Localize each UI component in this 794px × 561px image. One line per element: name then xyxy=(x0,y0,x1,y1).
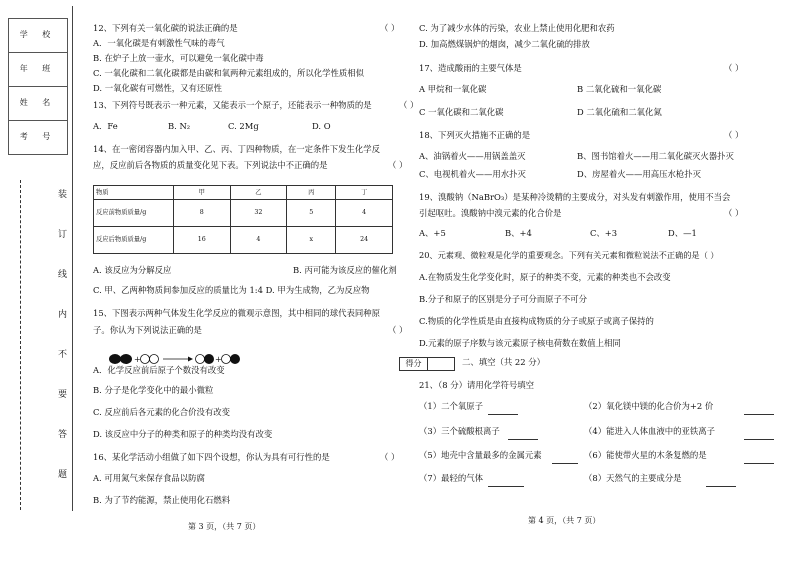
product-molecule xyxy=(222,354,241,364)
q12-option-a: A．一氧化碳是有刺激性气味的毒气 xyxy=(93,38,225,48)
q17-answer-paren[interactable]: （ ） xyxy=(724,63,744,73)
seal-char: 装 xyxy=(58,190,68,200)
q21-blank-1[interactable] xyxy=(488,414,518,415)
q12-option-b: B. 在炉子上放一壶水，可以避免一氧化碳中毒 xyxy=(93,53,264,63)
q21-item-4: （4）能进入人体血液中的亚铁离子 xyxy=(584,426,715,436)
table-row xyxy=(94,227,393,254)
q20-option-c: C.物质的化学性质是由直接构成物质的分子或原子或离子保持的 xyxy=(419,316,654,326)
molecule-white-pair xyxy=(141,355,159,364)
table-cell: 4 xyxy=(336,200,393,227)
table-header-cell: 甲 xyxy=(174,186,231,200)
exam-number-label: 考 号 xyxy=(19,132,57,141)
q15-option-c: C. 反应前后各元素的化合价没有改变 xyxy=(93,407,231,417)
q13-option-b: B. N₂ xyxy=(168,121,191,131)
q18-option-a: A、油锅着火——用锅盖盖灭 xyxy=(419,151,526,161)
q13-stem: 13、下列符号既表示一种元素，又能表示一个原子，还能表示一种物质的是 xyxy=(93,100,372,110)
q12-option-c: C. 一氧化碳和二氧化碳都是由碳和氧两种元素组成的，所以化学性质相似 xyxy=(93,68,365,78)
table-header-row xyxy=(94,186,393,200)
page-number-left: 第 3 页，（共 7 页） xyxy=(188,522,261,531)
q18-option-b: B、图书馆着火——用二氧化碳灭火器扑灭 xyxy=(577,151,734,161)
table-cell: 24 xyxy=(336,227,393,254)
score-label: 得分 xyxy=(400,358,428,370)
class-field[interactable] xyxy=(9,53,67,87)
q17-option-a: A 甲烷和一氧化碳 xyxy=(419,84,487,94)
table-header-cell: 物质 xyxy=(94,186,174,200)
table-cell: 8 xyxy=(174,200,231,227)
seal-char: 内 xyxy=(58,310,68,320)
q13-option-d: D. O xyxy=(312,121,331,131)
seal-char: 题 xyxy=(58,470,68,480)
table-header-cell: 乙 xyxy=(230,186,287,200)
molecule-black-pair xyxy=(109,354,132,364)
q21-stem: 21、（8 分）请用化学符号填空 xyxy=(419,380,534,390)
q15-option-b: B. 分子是化学变化中的最小微粒 xyxy=(93,385,214,395)
q16-option-d: D. 加高燃煤锅炉的烟囱，减少二氧化硫的排放 xyxy=(419,39,590,49)
table-row xyxy=(94,200,393,227)
q21-item-2: （2）氧化镁中镁的化合价为+2 价 xyxy=(584,401,714,411)
q19-option-c: C、+3 xyxy=(590,228,618,238)
q18-option-d: D、房屋着火——用高压水枪扑灭 xyxy=(577,169,701,179)
q14-stem-line2: 应，反应前后各物质的质量变化见下表。下列说法中不正确的是 xyxy=(93,160,328,170)
q14-answer-paren[interactable]: （ ） xyxy=(388,160,408,170)
seal-dashed-line xyxy=(20,180,21,510)
q15-option-a: A．化学反应前后原子个数没有改变 xyxy=(93,365,225,375)
q21-item-1: （1）二个氧原子 xyxy=(419,401,483,411)
q17-option-d: D 二氧化硫和二氧化氮 xyxy=(577,107,662,117)
q21-blank-3[interactable] xyxy=(508,439,538,440)
q21-blank-6[interactable] xyxy=(744,463,774,464)
table-cell: 16 xyxy=(174,227,231,254)
seal-char: 线 xyxy=(58,270,68,280)
table-cell: 反应后物质质量/g xyxy=(94,227,174,254)
q12-stem: 12、下列有关一氧化碳的说法正确的是 xyxy=(93,23,238,33)
q19-option-a: A、+5 xyxy=(419,228,446,238)
q14-option-c: C. 甲、乙两种物质间参加反应的质量比为 1:4 D. 甲为生成物，乙为反应物 xyxy=(93,285,370,295)
seal-char: 订 xyxy=(58,230,68,240)
seal-char: 答 xyxy=(58,430,68,440)
table-cell: 反应前物质质量/g xyxy=(94,200,174,227)
q21-item-5: （5）地壳中含量最多的金属元素 xyxy=(419,450,542,460)
q21-item-6: （6）能使带火星的木条复燃的是 xyxy=(584,450,707,460)
q14-option-b: B. 丙可能为该反应的催化剂 xyxy=(293,265,397,275)
exam-number-field[interactable] xyxy=(9,121,67,155)
q17-option-c: C 一氧化碳和二氧化碳 xyxy=(419,107,504,117)
page-number-right: 第 4 页，（共 7 页） xyxy=(528,516,601,525)
q20-option-d: D.元素的原子序数与该元素原子核电荷数在数值上相同 xyxy=(419,338,621,348)
q15-stem-line1: 15、下图表示两种气体发生化学反应的微观示意图，其中相同的球代表同种原 xyxy=(93,308,381,318)
q19-option-d: D、—1 xyxy=(668,228,697,238)
q14-stem-line1: 14、在一密闭容器内加入甲、乙、丙、丁四种物质，在一定条件下发生化学反 xyxy=(93,144,381,154)
q17-stem: 17、造成酸雨的主要气体是 xyxy=(419,63,522,73)
q16-option-c: C. 为了减少水体的污染，农业上禁止使用化肥和农药 xyxy=(419,23,615,33)
table-header-cell: 丁 xyxy=(336,186,393,200)
section-2-title: 二、填空（共 22 分） xyxy=(462,357,545,367)
q13-option-a: A．Fe xyxy=(93,121,118,131)
q19-stem-line2: 引起呕吐。溴酸钠中溴元素的化合价是 xyxy=(419,208,562,218)
q16-answer-paren[interactable]: （ ） xyxy=(380,452,400,462)
q12-answer-paren[interactable]: （ ） xyxy=(380,23,400,33)
q20-option-b: B.分子和原子的区别是分子可分而原子不可分 xyxy=(419,294,587,304)
q13-answer-paren[interactable]: （ ） xyxy=(399,100,419,110)
q13-option-c: C. 2Mg xyxy=(228,121,259,131)
q16-option-a: A. 可用氮气来保存食品以防腐 xyxy=(93,473,205,483)
q15-option-d: D. 该反应中分子的种类和原子的种类均没有改变 xyxy=(93,429,273,439)
table-header-cell: 丙 xyxy=(287,186,336,200)
svg-text:+: + xyxy=(215,355,222,364)
q21-blank-2[interactable] xyxy=(744,414,774,415)
q19-answer-paren[interactable]: （ ） xyxy=(724,208,744,218)
reaction-diagram xyxy=(108,352,248,366)
q12-option-d: D. 一氧化碳有可燃性，又有还原性 xyxy=(93,83,222,93)
q21-item-3: （3）三个硫酸根离子 xyxy=(419,426,500,436)
product-molecule xyxy=(196,354,215,364)
school-field[interactable] xyxy=(9,19,67,53)
q21-blank-5[interactable] xyxy=(552,463,578,464)
seal-char: 不 xyxy=(58,350,68,360)
q16-stem: 16、某化学活动小组做了如下四个设想，你认为具有可行性的是 xyxy=(93,452,330,462)
school-label: 学 校 xyxy=(19,30,57,39)
student-info-box xyxy=(8,18,68,155)
score-box[interactable] xyxy=(399,357,455,371)
q21-blank-8[interactable] xyxy=(706,486,736,487)
q19-option-b: B、+4 xyxy=(505,228,532,238)
q18-answer-paren[interactable]: （ ） xyxy=(724,130,744,140)
q20-stem: 20、元素观、微粒观是化学的重要观念。下列有关元素和微粒说法不正确的是（ ） xyxy=(419,250,719,260)
q17-option-b: B 二氧化硫和一氧化碳 xyxy=(577,84,662,94)
q15-answer-paren[interactable]: （ ） xyxy=(388,325,408,335)
table-cell: x xyxy=(287,227,336,254)
name-field[interactable] xyxy=(9,87,67,121)
q21-item-7: （7）最轻的气体 xyxy=(419,473,483,483)
class-label: 年 班 xyxy=(19,64,57,73)
q21-blank-4[interactable] xyxy=(744,439,774,440)
q21-item-8: （8）天然气的主要成分是 xyxy=(584,473,682,483)
svg-text:+: + xyxy=(134,355,141,364)
q14-option-a: A. 该反应为分解反应 xyxy=(93,265,172,275)
q20-option-a: A.在物质发生化学变化时，原子的种类不变，元素的种类也不会改变 xyxy=(419,272,671,282)
q18-option-c: C、电视机着火——用水扑灭 xyxy=(419,169,526,179)
mass-change-table xyxy=(93,185,393,254)
binding-line xyxy=(72,6,73,511)
q21-blank-7[interactable] xyxy=(488,486,524,487)
q15-stem-line2: 子。你认为下列说法正确的是 xyxy=(93,325,202,335)
name-label: 姓 名 xyxy=(19,98,57,107)
table-cell: 32 xyxy=(230,200,287,227)
table-cell: 5 xyxy=(287,200,336,227)
seal-char: 要 xyxy=(58,390,68,400)
q16-option-b: B. 为了节约能源，禁止使用化石燃料 xyxy=(93,495,231,505)
table-cell: 4 xyxy=(230,227,287,254)
q18-stem: 18、下列灭火措施不正确的是 xyxy=(419,130,531,140)
q19-stem-line1: 19、溴酸钠（NaBrO₃）是某种冷烫精的主要成分，对头发有刺激作用，使用不当会 xyxy=(419,192,731,202)
